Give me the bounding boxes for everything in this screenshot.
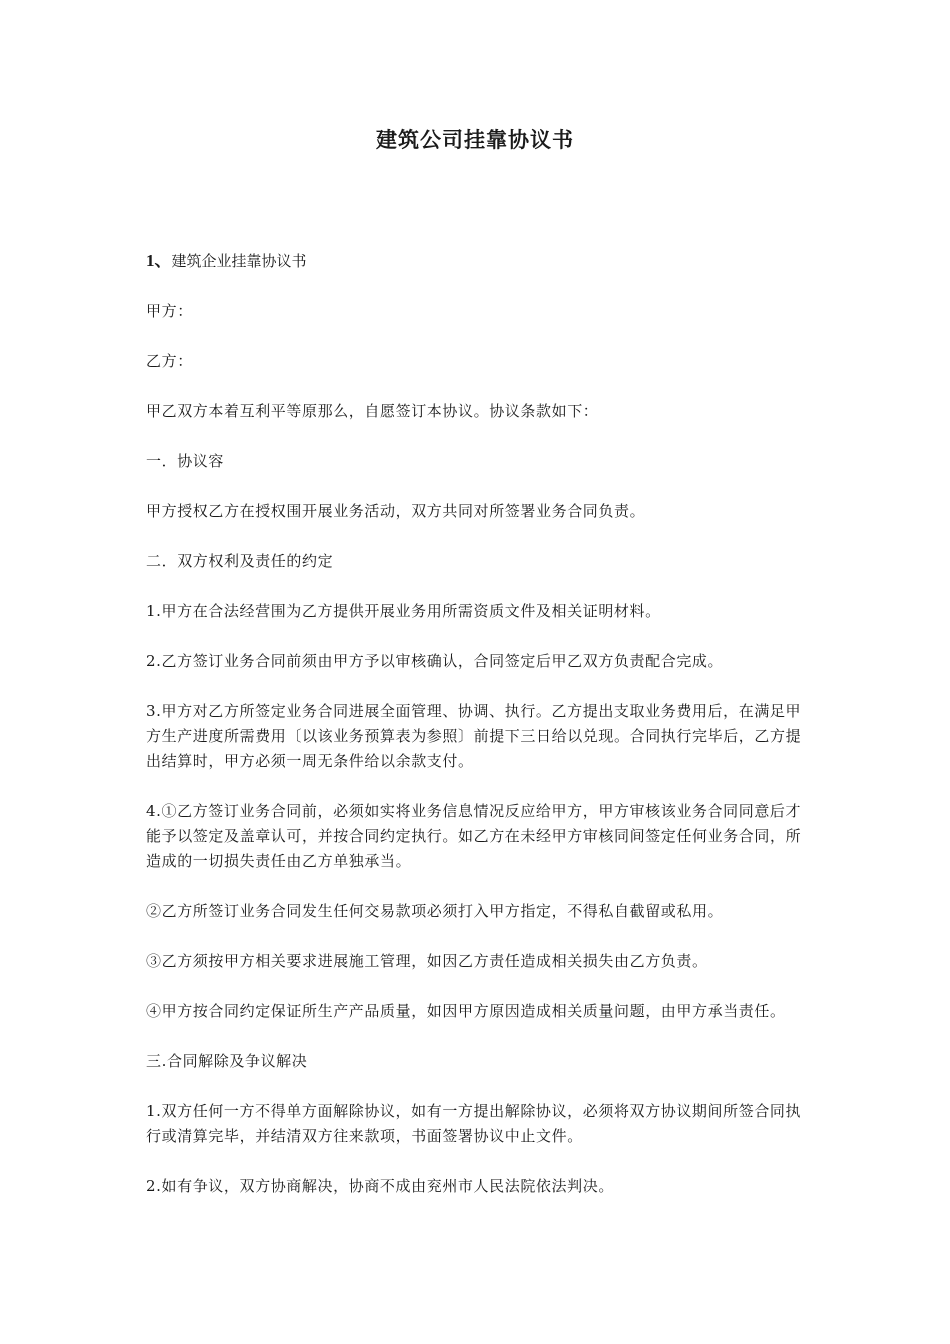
party-a-label: 甲方： xyxy=(146,302,193,320)
clause-2-1: 1.甲方在合法经营围为乙方提供开展业务用所需资质文件及相关证明材料。 xyxy=(146,602,661,620)
clause-3-1: 1.双方任何一方不得单方面解除协议，如有一方提出解除协议，必须将双方协议期间所签合同执行或清算完毕，并结清双方往来款项，书面签署协议中止文件。 xyxy=(146,1102,802,1145)
clause-3-2: 2.如有争议，双方协商解决，协商不成由兖州市人民法院依法判决。 xyxy=(146,1177,614,1195)
preamble-paragraph: 甲乙双方本着互利平等原那么，自愿签订本协议。协议条款如下： xyxy=(146,402,599,420)
clause-2-3: 3.甲方对乙方所签定业务合同进展全面管理、协调、执行。乙方提出支取业务费用后，在满足甲方生产进度所需费用〔以该业务预算表为参照〕前提下三日给以兑现。合同执行完毕后，乙方提出结算时，甲方必须一周无条件给以余款支付。 xyxy=(146,702,802,770)
clause-2-4-1: 4.①乙方签订业务合同前，必须如实将业务信息情况反应给甲方，甲方审核该业务合同同意后才能予以签定及盖章认可，并按合同约定执行。如乙方在未经甲方审核同间签定任何业务合同，所造成的一切损失责任由乙方单独承当。 xyxy=(146,802,802,870)
clause-2-4-2: ②乙方所签订业务合同发生任何交易款项必须打入甲方指定，不得私自截留或私用。 xyxy=(146,902,724,920)
article-one-heading: 一．协议容 xyxy=(146,452,225,470)
section-title: 建筑企业挂靠协议书 xyxy=(171,252,307,270)
article-one-text: 甲方授权乙方在授权围开展业务活动，双方共同对所签署业务合同负责。 xyxy=(146,502,646,520)
clause-2-2: 2.乙方签订业务合同前须由甲方予以审核确认，合同签定后甲乙双方负责配合完成。 xyxy=(146,652,724,670)
party-b-label: 乙方： xyxy=(146,352,193,370)
clause-2-4-3: ③乙方须按甲方相关要求进展施工管理，如因乙方责任造成相关损失由乙方负责。 xyxy=(146,952,708,970)
article-two-heading: 二．双方权利及责任的约定 xyxy=(146,552,334,570)
document-title: 建筑公司挂靠协议书 xyxy=(376,128,574,152)
clause-2-4-4: ④甲方按合同约定保证所生产产品质量，如因甲方原因造成相关质量问题，由甲方承当责任。 xyxy=(146,1002,786,1020)
section-heading xyxy=(146,248,806,274)
document-body xyxy=(146,248,806,1199)
section-number: 1、 xyxy=(146,251,172,270)
article-three-heading: 三.合同解除及争议解决 xyxy=(146,1052,308,1070)
